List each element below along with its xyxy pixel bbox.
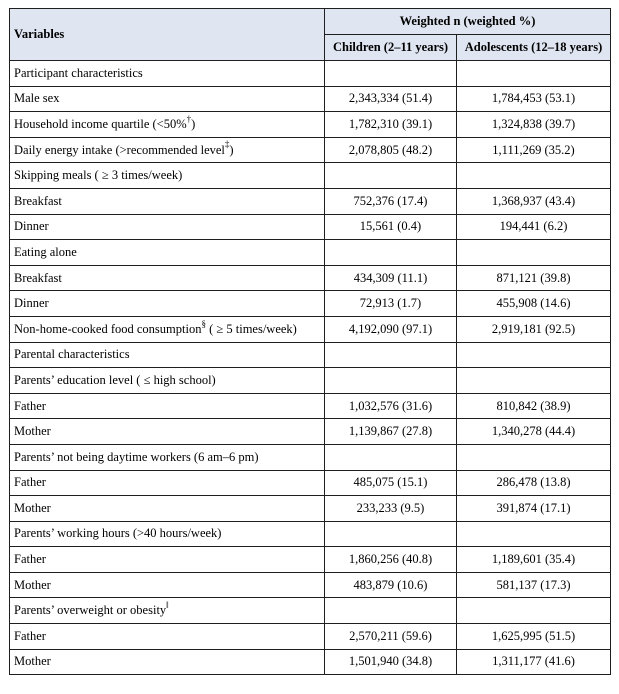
row-label-text: Skipping meals ( ≥ 3 times/week) [14, 168, 183, 183]
row-label-text: Parents’ working hours (>40 hours/week) [14, 526, 222, 541]
row-label [10, 188, 325, 214]
row-label-text: Household income quartile (<50% [14, 116, 187, 131]
row-label-suffix: ( ≥ 5 times/week) [205, 321, 297, 336]
row-label [10, 86, 325, 112]
table-row [10, 291, 611, 317]
table-row [10, 137, 611, 163]
table-header [10, 9, 611, 61]
footnote-marker: ‡ [224, 139, 230, 150]
row-label [10, 470, 325, 496]
row-label-text: Daily energy intake (>recommended level [14, 142, 225, 157]
table-row [10, 61, 611, 87]
row-label-text: Mother [14, 654, 51, 669]
footnote-marker: ‖ [166, 600, 169, 611]
children-value [325, 444, 457, 470]
children-value: 72,913 (1.7) [325, 291, 457, 317]
children-value: 1,139,867 (27.8) [325, 419, 457, 445]
table-row [10, 112, 611, 138]
row-label-text: Participant characteristics [14, 65, 143, 80]
row-label [10, 393, 325, 419]
table-row [10, 240, 611, 266]
adolescents-value [457, 444, 611, 470]
row-label [10, 419, 325, 445]
row-label-text: Mother [14, 500, 51, 515]
table-row [10, 496, 611, 522]
children-value: 4,192,090 (97.1) [325, 316, 457, 342]
children-value [325, 521, 457, 547]
adolescents-value: 1,625,995 (51.5) [457, 624, 611, 650]
adolescents-value: 871,121 (39.8) [457, 265, 611, 291]
table-row [10, 316, 611, 342]
weighted-group-header: Weighted n (weighted %) [325, 9, 611, 35]
adolescents-value: 2,919,181 (92.5) [457, 316, 611, 342]
row-label-text: Breakfast [14, 193, 62, 208]
row-label [10, 598, 325, 624]
row-label [10, 291, 325, 317]
children-value: 434,309 (11.1) [325, 265, 457, 291]
row-label-text: Parents’ education level ( ≤ high school) [14, 372, 216, 387]
children-value [325, 368, 457, 394]
row-label [10, 444, 325, 470]
children-value: 1,782,310 (39.1) [325, 112, 457, 138]
adolescents-value [457, 240, 611, 266]
table-row [10, 470, 611, 496]
table-row [10, 342, 611, 368]
children-value [325, 61, 457, 87]
row-label [10, 112, 325, 138]
row-label [10, 342, 325, 368]
row-label-text: Dinner [14, 296, 49, 311]
adolescents-value: 286,478 (13.8) [457, 470, 611, 496]
table-row [10, 624, 611, 650]
children-value [325, 163, 457, 189]
children-value: 485,075 (15.1) [325, 470, 457, 496]
table-body [10, 61, 611, 675]
row-label-text: Eating alone [14, 244, 77, 259]
row-label-text: Breakfast [14, 270, 62, 285]
table-row [10, 572, 611, 598]
table-row [10, 265, 611, 291]
adolescents-value [457, 342, 611, 368]
row-label [10, 624, 325, 650]
row-label [10, 214, 325, 240]
children-value [325, 240, 457, 266]
adolescents-value [457, 521, 611, 547]
adolescents-value: 1,368,937 (43.4) [457, 188, 611, 214]
row-label-text: Mother [14, 577, 51, 592]
children-value: 2,078,805 (48.2) [325, 137, 457, 163]
row-label [10, 547, 325, 573]
row-label-suffix: ) [229, 142, 234, 157]
children-value: 483,879 (10.6) [325, 572, 457, 598]
adolescents-value [457, 61, 611, 87]
row-label [10, 240, 325, 266]
children-value: 752,376 (17.4) [325, 188, 457, 214]
adolescents-value: 455,908 (14.6) [457, 291, 611, 317]
table-row [10, 368, 611, 394]
adolescents-value [457, 368, 611, 394]
row-label-text: Male sex [14, 91, 60, 106]
adolescents-value: 1,784,453 (53.1) [457, 86, 611, 112]
adolescents-value: 1,311,177 (41.6) [457, 649, 611, 675]
children-value: 1,032,576 (31.6) [325, 393, 457, 419]
adolescents-value: 581,137 (17.3) [457, 572, 611, 598]
data-table [9, 8, 611, 675]
children-column-header: Children (2–11 years) [325, 35, 457, 61]
row-label [10, 137, 325, 163]
children-value: 1,501,940 (34.8) [325, 649, 457, 675]
children-value: 2,570,211 (59.6) [325, 624, 457, 650]
adolescents-value: 1,340,278 (44.4) [457, 419, 611, 445]
adolescents-value: 1,111,269 (35.2) [457, 137, 611, 163]
table-row [10, 214, 611, 240]
row-label-text: Father [14, 552, 46, 567]
row-label-text: Dinner [14, 219, 49, 234]
adolescents-value [457, 598, 611, 624]
table-row [10, 86, 611, 112]
row-label [10, 521, 325, 547]
children-value: 2,343,334 (51.4) [325, 86, 457, 112]
row-label [10, 61, 325, 87]
adolescents-value: 194,441 (6.2) [457, 214, 611, 240]
adolescents-value: 1,189,601 (35.4) [457, 547, 611, 573]
row-label [10, 572, 325, 598]
row-label-text: Parents’ overweight or obesity [14, 603, 167, 618]
table-row [10, 188, 611, 214]
row-label [10, 163, 325, 189]
table-row [10, 163, 611, 189]
table-row [10, 598, 611, 624]
adolescents-value: 391,874 (17.1) [457, 496, 611, 522]
table-row [10, 393, 611, 419]
adolescents-value: 810,842 (38.9) [457, 393, 611, 419]
footnote-marker: § [201, 318, 206, 329]
row-label-text: Father [14, 628, 46, 643]
row-label [10, 368, 325, 394]
row-label [10, 496, 325, 522]
adolescents-value: 1,324,838 (39.7) [457, 112, 611, 138]
row-label-text: Father [14, 398, 46, 413]
adolescents-column-header: Adolescents (12–18 years) [457, 35, 611, 61]
row-label [10, 316, 325, 342]
row-label [10, 265, 325, 291]
children-value: 15,561 (0.4) [325, 214, 457, 240]
adolescents-value [457, 163, 611, 189]
table-row [10, 521, 611, 547]
table-row [10, 547, 611, 573]
children-value: 233,233 (9.5) [325, 496, 457, 522]
row-label-text: Father [14, 475, 46, 490]
row-label-suffix: ) [191, 116, 196, 131]
children-value [325, 342, 457, 368]
footnote-marker: † [186, 113, 192, 124]
children-value: 1,860,256 (40.8) [325, 547, 457, 573]
table-row [10, 649, 611, 675]
row-label-text: Parents’ not being daytime workers (6 am–6 pm) [14, 449, 259, 464]
row-label-text: Mother [14, 424, 51, 439]
table-row [10, 444, 611, 470]
variables-header: Variables [10, 9, 325, 61]
row-label-text: Non-home-cooked food consumption [14, 321, 202, 336]
table-row [10, 419, 611, 445]
children-value [325, 598, 457, 624]
row-label [10, 649, 325, 675]
row-label-text: Parental characteristics [14, 347, 130, 362]
